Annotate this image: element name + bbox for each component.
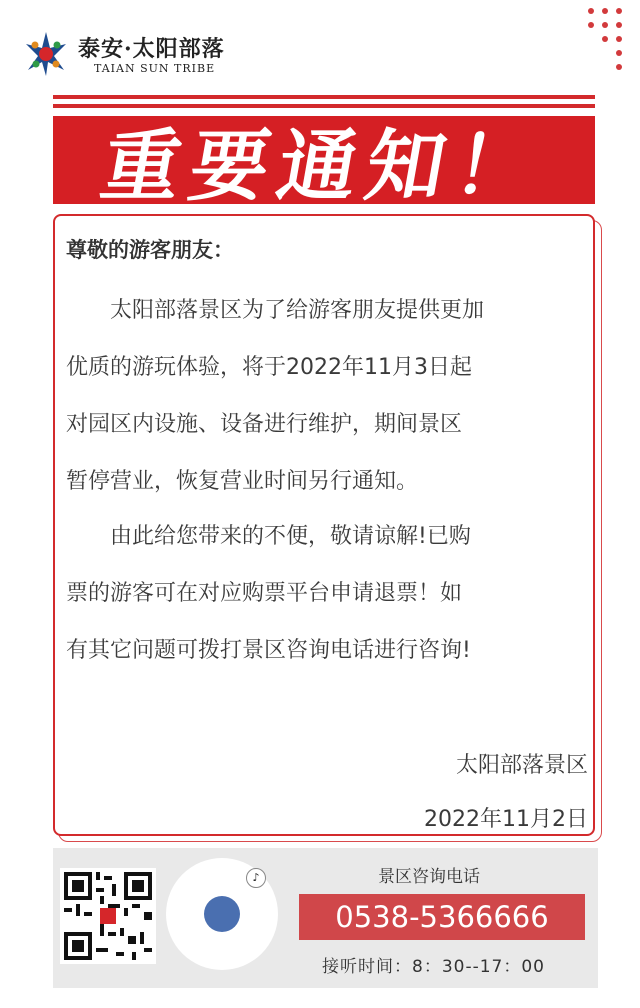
star-logo-icon bbox=[22, 30, 70, 78]
tiktok-icon: ♪ bbox=[246, 868, 266, 888]
paragraph-line: 票的游客可在对应购票平台申请退票！如 bbox=[66, 581, 463, 606]
brand-logo bbox=[22, 30, 242, 80]
notice-greeting: 尊敬的游客朋友： bbox=[66, 238, 234, 262]
notice-paragraph-2 bbox=[66, 508, 588, 679]
paragraph-line: 有其它问题可拨打景区咨询电话进行咨询! bbox=[66, 638, 471, 663]
paragraph-line: 优质的游玩体验，将于2022年11月3日起 bbox=[66, 355, 472, 380]
paragraph-line: 对园区内设施、设备进行维护，期间景区 bbox=[66, 412, 463, 437]
service-hours: 接听时间：8：30--17：00 bbox=[322, 957, 545, 977]
paragraph-line: 太阳部落景区为了给游客朋友提供更加 bbox=[66, 298, 485, 323]
notice-banner bbox=[53, 116, 595, 212]
notice-signature: 太阳部落景区 bbox=[455, 753, 588, 778]
phone-number[interactable]: 0538-5366666 bbox=[299, 894, 585, 940]
header-rule bbox=[53, 95, 595, 99]
notice-date: 2022年11月2日 bbox=[424, 807, 588, 832]
paragraph-line: 由此给您带来的不便，敬请谅解!已购 bbox=[66, 524, 471, 549]
notice-paragraph-1 bbox=[66, 282, 588, 510]
brand-name-cn: 泰安·太阳部落 bbox=[78, 36, 225, 62]
wechat-mini-program-code-icon[interactable] bbox=[166, 858, 278, 970]
qr-code-icon[interactable] bbox=[60, 868, 156, 964]
paragraph-line: 暂停营业，恢复营业时间另行通知。 bbox=[66, 469, 419, 494]
contact-label: 景区咨询电话 bbox=[378, 867, 480, 887]
banner-title: 重要通知！ bbox=[94, 122, 551, 212]
decorative-dots bbox=[588, 8, 630, 78]
avatar bbox=[204, 896, 240, 932]
brand-name-en: TAIAN SUN TRIBE bbox=[94, 62, 216, 75]
